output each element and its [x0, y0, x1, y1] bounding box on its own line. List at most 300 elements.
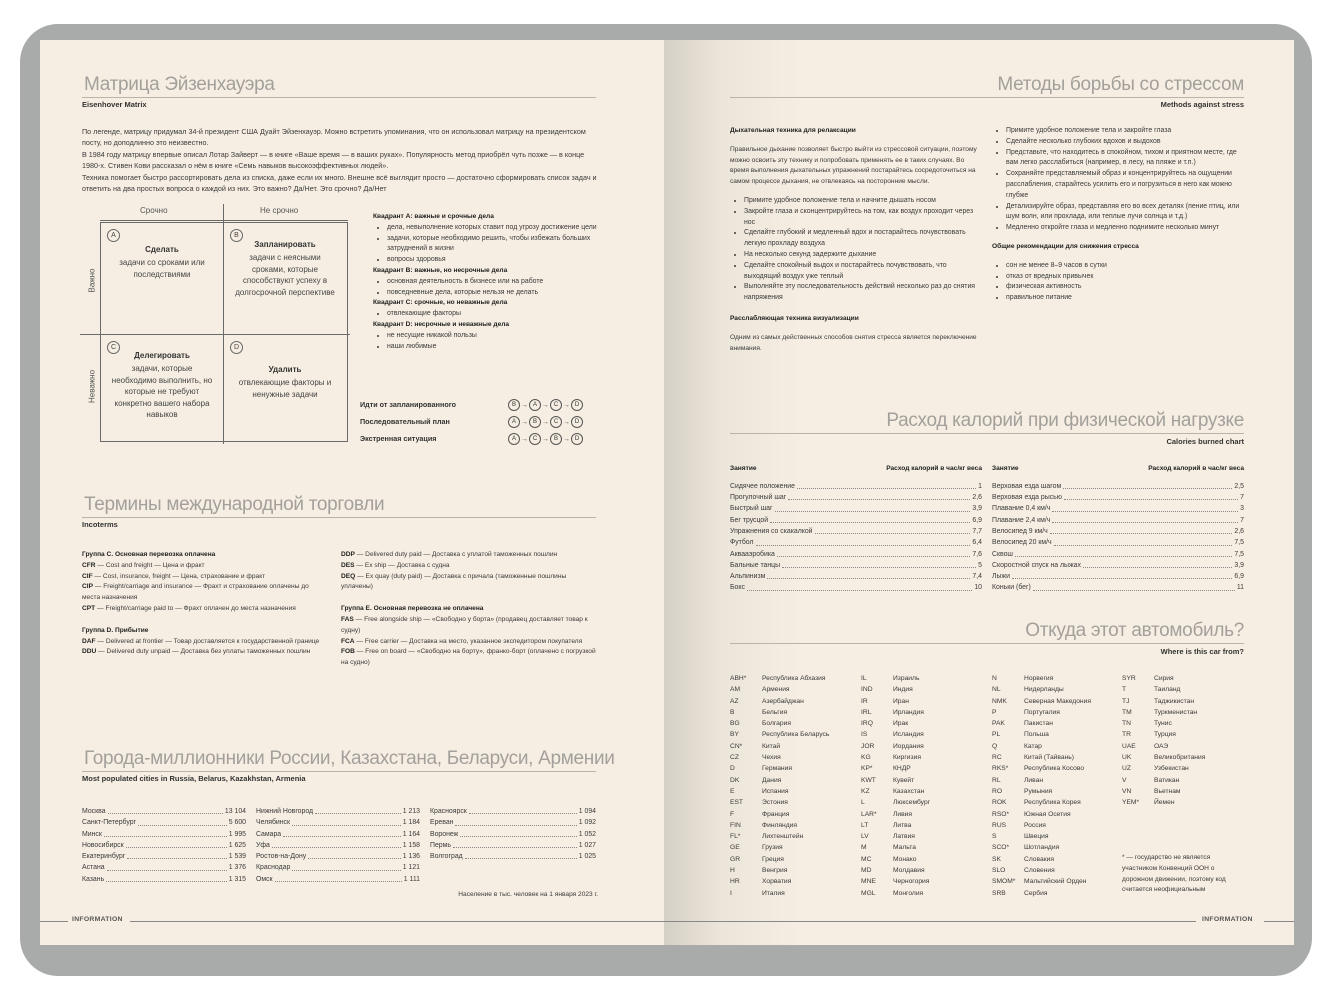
- matrix-top-line: [100, 220, 348, 221]
- car-code: PL: [992, 731, 1001, 739]
- car-code: NL: [992, 686, 1001, 694]
- car-code: S: [992, 833, 997, 841]
- breathing-section: [730, 126, 980, 354]
- car-code: SLO: [992, 867, 1006, 875]
- table-row: [730, 515, 982, 526]
- country-name: Иордания: [893, 742, 924, 750]
- city-population: 1 164: [402, 830, 420, 838]
- sequence-step: C: [550, 399, 562, 411]
- incoterm-desc: — Delivered at frontier — Товар доставляется к государственной границе: [95, 637, 320, 645]
- city-row: [256, 862, 420, 873]
- country-name: Эстония: [762, 799, 788, 807]
- activity-value: 7,4: [972, 573, 982, 581]
- car-code: UAE: [1122, 742, 1136, 750]
- car-code: CN*: [730, 742, 743, 750]
- sequence-step: B: [529, 416, 541, 428]
- incoterm-desc: — Cost, insurance, freight — Цена, страхование и фракт: [92, 572, 266, 580]
- city-row: [82, 840, 246, 851]
- activity-value: 3,9: [972, 505, 982, 513]
- country-name: Турция: [1154, 731, 1176, 739]
- city-population: 1 094: [578, 808, 596, 815]
- list-item: • правильное питание: [1006, 293, 1248, 304]
- activity-name: Плавание 0,4 км/ч: [992, 505, 1051, 513]
- country-name: Норвегия: [1024, 675, 1054, 682]
- car-code-row: [861, 684, 989, 695]
- quadrant-desc: задачи со сроками или последствиями: [119, 258, 205, 279]
- list-item: • Сохраняйте представляемый образ и концентрируйтесь на ощущении расслабления, старайтесь усилить его и погрузиться в него как можно глубже: [1006, 169, 1248, 201]
- arrow-right-icon: →: [563, 418, 570, 426]
- country-name: Черногория: [893, 878, 930, 886]
- arrow-right-icon: →: [563, 401, 570, 409]
- activity-value: 2,5: [1234, 482, 1244, 490]
- list-item: • повседневные дела, которые нельзя не делать: [387, 288, 599, 299]
- incoterm-desc: — Ex quay (duty paid) — Доставка с причала (таможенные пошлины уплачены): [341, 572, 567, 591]
- city-population: 1 213: [402, 808, 420, 815]
- table-row: [992, 582, 1244, 593]
- city-row: [256, 817, 420, 828]
- car-code: EST: [730, 799, 744, 807]
- activity-value: 10: [974, 584, 982, 592]
- country-name: Германия: [762, 765, 792, 773]
- stress-subtitle: Methods against stress: [1160, 100, 1244, 109]
- sequence-step: C: [529, 433, 541, 445]
- country-name: Ватикан: [1154, 776, 1180, 784]
- sequence-label: Последовательный план: [360, 417, 450, 426]
- city-name: Краснодар: [256, 864, 291, 872]
- car-code: F: [730, 810, 735, 818]
- table-row: [992, 492, 1244, 503]
- country-name: Киргизия: [893, 754, 921, 762]
- quadrant-letter: B: [230, 229, 243, 242]
- car-code-row: [861, 809, 989, 820]
- country-name: Республика Косово: [1024, 765, 1085, 773]
- city-name: Москва: [82, 808, 106, 815]
- country-name: Йемен: [1154, 799, 1175, 807]
- incoterm-desc: — Free alongside ship — «Свободно у борта» (продавец доставляет товар к судну): [341, 615, 588, 634]
- table-row: [730, 571, 982, 582]
- sequence-step: D: [571, 416, 583, 428]
- quadrant-title: Запланировать: [254, 240, 316, 249]
- city-population: 1 184: [402, 819, 420, 827]
- car-code: MGL: [861, 889, 876, 897]
- visualization-section: [992, 126, 1248, 304]
- car-code-row: [730, 775, 858, 786]
- car-code: BY: [730, 731, 739, 739]
- sequence-step: C: [550, 416, 562, 428]
- car-code-row: [730, 673, 858, 684]
- stress-title: Методы борьбы со стрессом: [997, 74, 1244, 95]
- car-code: L: [861, 799, 865, 807]
- country-name: Мальта: [893, 844, 916, 852]
- country-name: Литва: [893, 821, 912, 829]
- country-name: Венгрия: [762, 867, 788, 875]
- country-name: Греция: [762, 855, 784, 863]
- country-name: Россия: [1024, 821, 1046, 829]
- activity-name: Аквааэробика: [730, 550, 775, 558]
- incoterm-item: [341, 637, 597, 648]
- city-population: 1 315: [228, 875, 246, 883]
- activity-name: Бокс: [730, 584, 745, 592]
- city-name: Уфа: [256, 841, 270, 849]
- intro-paragraph: В 1984 году матрицу впервые описал Лотар Зайверт — в книге «Ваше время — в ваших руках». Популярность метод приобрёл чуть позже — в конце 1980-х. Стивен Кови рассказал о нём в книге «Семь навыков высокоэффективных людей».: [82, 149, 585, 171]
- country-name: Южная Осетия: [1024, 810, 1071, 818]
- activity-value: 1: [978, 482, 982, 490]
- car-code: HR: [730, 878, 740, 886]
- country-name: КНДР: [893, 765, 911, 773]
- incoterm-item: [341, 550, 597, 561]
- cars-title: Откуда этот автомобиль?: [1025, 620, 1244, 641]
- incoterm-item: [82, 647, 328, 658]
- car-code: YEM*: [1122, 799, 1140, 807]
- car-code: I: [730, 889, 732, 897]
- section-heading: Расслабляющая техника визуализации: [730, 314, 859, 322]
- table-header: [992, 464, 1244, 475]
- country-name: Монако: [893, 855, 917, 863]
- car-code-row: [992, 684, 1122, 695]
- table-row: [992, 481, 1244, 492]
- country-name: Сербия: [1024, 889, 1048, 897]
- table-row: [730, 481, 982, 492]
- city-population: 1 121: [402, 864, 420, 872]
- activity-name: Упражнения со скакалкой: [730, 527, 813, 535]
- section-text: Правильное дыхание позволяет быстро выйти из стрессовой ситуации, поэтому можно освоить эту технику и попробовать применять ее в таких случаях. Во время выполнения дыхательных упражнений постарайтесь сосредоточиться на самом процессе дыхания, не отвлекаясь на посторонние мысли.: [730, 145, 977, 186]
- incoterm-code: CIF: [82, 572, 93, 580]
- car-code-row: [861, 797, 989, 808]
- car-code: UK: [1122, 754, 1132, 762]
- country-name: Франция: [762, 810, 790, 818]
- city-population: 1 625: [228, 841, 246, 849]
- incoterm-item: [341, 572, 597, 594]
- car-code: MD: [861, 867, 872, 875]
- car-code: IS: [861, 731, 868, 739]
- car-code-row: [730, 729, 858, 740]
- car-code-row: [1122, 696, 1246, 707]
- list-item: • Сделайте глубокий и медленный вдох и постарайтесь почувствовать легкую прохладу воздуха: [744, 228, 980, 250]
- car-code: TJ: [1122, 697, 1130, 705]
- cities-column: [256, 806, 420, 885]
- car-code-row: [861, 729, 989, 740]
- activity-value: 6,9: [1234, 573, 1244, 581]
- incoterm-item: [82, 604, 328, 615]
- country-name: Северная Македония: [1024, 697, 1091, 705]
- list-item: • вопросы здоровья: [387, 255, 599, 266]
- car-code: MC: [861, 855, 872, 863]
- car-code-row: [992, 809, 1122, 820]
- table-header: [730, 464, 982, 475]
- list-item: • отвлекающие факторы: [387, 309, 599, 320]
- sequence-chain: [508, 433, 583, 445]
- spacer: [82, 615, 328, 626]
- country-name: Нидерланды: [1024, 686, 1064, 694]
- car-code-row: [992, 876, 1122, 887]
- car-code-row: [861, 741, 989, 752]
- activity-value: 7,7: [972, 527, 982, 535]
- divider: [40, 921, 68, 922]
- country-name: Финляндия: [762, 821, 797, 829]
- cities-title: Города-миллионники России, Казахстана, Беларуси, Армении: [84, 748, 615, 769]
- country-name: Ирландия: [893, 708, 924, 716]
- list-item: • Сделайте несколько глубоких вдохов и выдохов: [1006, 137, 1248, 148]
- divider: [82, 517, 596, 518]
- country-name: Исландия: [893, 731, 924, 739]
- table-row: [992, 571, 1244, 582]
- city-population: 1 158: [402, 841, 420, 849]
- incoterms-title: Термины международной торговли: [84, 494, 385, 515]
- country-name: Болгария: [762, 720, 791, 728]
- activity-name: Бег трусцой: [730, 516, 769, 524]
- cars-note: * — государство не является участником Конвенций ООН о дорожном движении, поэтому код считается неофициальным: [1122, 854, 1226, 894]
- city-population: 13 104: [224, 808, 246, 815]
- quadrant-b: [224, 223, 346, 331]
- activity-value: 2,6: [1234, 527, 1244, 535]
- car-code: AZ: [730, 697, 739, 705]
- divider: [730, 433, 1244, 434]
- column-header: Занятие: [730, 465, 757, 472]
- car-code: KP*: [861, 765, 873, 773]
- arrow-right-icon: →: [521, 401, 528, 409]
- car-code: E: [730, 787, 735, 795]
- table-row: [992, 526, 1244, 537]
- country-name: Бельгия: [762, 708, 788, 716]
- city-name: Санкт-Петербург: [82, 819, 137, 827]
- axis-important: Важно: [87, 268, 97, 293]
- incoterm-code: CFR: [82, 561, 96, 569]
- intro-paragraph: По легенде, матрицу придумал 34-й президент США Дуайт Эйзенхауэр. Можно встретить упоминания, что он использовал матрицу на президентском посту, но доподлинно это неизвестно.: [82, 127, 586, 148]
- country-name: Китай (Тайвань): [1024, 754, 1074, 762]
- incoterm-item: [341, 561, 597, 572]
- city-name: Новосибирск: [82, 841, 124, 849]
- car-code: H: [730, 867, 735, 875]
- table-row: [730, 560, 982, 571]
- legend-title: Квадрант C: срочные, но неважные дела: [373, 299, 508, 307]
- legend-title: Квадрант B: важные, но несрочные дела: [373, 266, 508, 274]
- arrow-right-icon: →: [542, 435, 549, 443]
- car-code-row: [861, 696, 989, 707]
- car-code-row: [992, 842, 1122, 853]
- car-code: SCO*: [992, 844, 1010, 852]
- country-name: Вьетнам: [1154, 787, 1181, 795]
- activity-name: Велосипед 9 км/ч: [992, 527, 1048, 535]
- divider: [664, 921, 1196, 922]
- incoterm-code: FAS: [341, 615, 354, 623]
- incoterms-group: Группа С. Основная перевозка оплачена: [82, 551, 216, 558]
- car-code-row: [861, 673, 989, 684]
- car-code: JOR: [861, 742, 875, 750]
- incoterm-code: DEQ: [341, 572, 356, 580]
- car-code: SRB: [992, 889, 1006, 897]
- country-name: Республика Беларусь: [762, 731, 830, 739]
- table-row: [730, 503, 982, 514]
- incoterm-desc: — Freight/carriage paid to — Фрахт оплачен до места назначения: [95, 604, 296, 612]
- car-code: IND: [861, 686, 873, 694]
- car-codes-column: [1122, 673, 1246, 809]
- car-code-row: [992, 729, 1122, 740]
- car-code-row: [1122, 718, 1246, 729]
- quadrant-desc: задачи с неясными сроками, которые способствуют успеху в долгосрочной перспективе: [235, 253, 335, 297]
- car-code: D: [730, 765, 735, 773]
- car-code-row: [730, 786, 858, 797]
- city-population: 1 376: [228, 864, 246, 872]
- city-row: [256, 829, 420, 840]
- country-name: Польша: [1024, 731, 1049, 739]
- activity-value: 7,5: [1234, 550, 1244, 558]
- activity-name: Верховая езда шагом: [992, 482, 1062, 490]
- activity-value: 7,6: [972, 550, 982, 558]
- axis-not-important: Неважно: [87, 369, 97, 404]
- car-code-row: [1122, 741, 1246, 752]
- country-name: Тунис: [1154, 720, 1172, 728]
- country-name: Грузия: [762, 844, 783, 852]
- car-code-row: [730, 797, 858, 808]
- incoterm-code: CPT: [82, 604, 96, 612]
- incoterm-item: [341, 647, 597, 669]
- car-code: TN: [1122, 720, 1131, 728]
- country-name: Катар: [1024, 742, 1042, 750]
- car-code-row: [730, 831, 858, 842]
- city-name: Волгоград: [430, 853, 463, 861]
- city-population: 1 092: [578, 819, 596, 827]
- activity-value: 7,5: [1234, 539, 1244, 547]
- quadrant-title: Удалить: [268, 365, 302, 374]
- country-name: Республика Корея: [1024, 799, 1081, 807]
- activity-name: Велосипед 20 км/ч: [992, 539, 1052, 547]
- sequence-step: D: [571, 433, 583, 445]
- car-code-row: [730, 888, 858, 899]
- car-code-row: [992, 718, 1122, 729]
- right-page: [664, 40, 1294, 945]
- country-name: Великобритания: [1154, 754, 1206, 762]
- car-code: IRQ: [861, 720, 873, 728]
- car-code: NMK: [992, 697, 1007, 705]
- eisenhower-intro: [82, 126, 598, 194]
- column-header: Расход калорий в час/кг веса: [1148, 465, 1244, 472]
- list-item: • не несущие никакой пользы: [387, 331, 599, 342]
- car-code: ROK: [992, 799, 1007, 807]
- table-row: [730, 492, 982, 503]
- car-code-row: [861, 876, 989, 887]
- cities-note: Население в тыс. человек на 1 января 2023 г.: [458, 891, 598, 898]
- eisenhower-subtitle: Eisenhover Matrix: [82, 100, 147, 109]
- car-code: TM: [1122, 708, 1132, 716]
- country-name: Израиль: [893, 675, 920, 682]
- car-code: GE: [730, 844, 740, 852]
- city-name: Казань: [82, 875, 105, 883]
- country-name: Испания: [762, 787, 789, 795]
- country-name: Таиланд: [1154, 686, 1181, 694]
- country-name: Армения: [762, 686, 790, 694]
- car-code: IL: [861, 675, 867, 682]
- city-population: 1 027: [578, 841, 596, 849]
- incoterm-desc: — Delivered duty unpaid — Доставка без уплаты таможенных пошлин: [96, 648, 311, 656]
- car-code-row: [992, 865, 1122, 876]
- car-code-row: [861, 707, 989, 718]
- country-name: Италия: [762, 889, 785, 897]
- car-code: RKS*: [992, 765, 1009, 773]
- car-code-row: [730, 741, 858, 752]
- list-item: • Сделайте спокойный выдох и постарайтесь почувствовать, что выходящий воздух уже теплый: [744, 261, 980, 283]
- car-code-row: [1122, 786, 1246, 797]
- sequence-step: B: [508, 399, 520, 411]
- city-population: 1 052: [578, 830, 596, 838]
- car-code: DK: [730, 776, 740, 784]
- list-item: • Детализируйте образ, представляя его во всех деталях (пение птиц, или шум волн, или прохлада, или теплые лучи солнца и т.д.): [1006, 202, 1248, 224]
- city-name: Самара: [256, 830, 282, 838]
- car-code-row: [861, 865, 989, 876]
- divider: [130, 921, 664, 922]
- table-row: [992, 537, 1244, 548]
- country-name: Туркменистан: [1154, 708, 1198, 716]
- car-code: SMOM*: [992, 878, 1016, 886]
- section-heading: Общие рекомендации для снижения стресса: [992, 242, 1139, 250]
- city-name: Воронеж: [430, 830, 459, 838]
- car-code: MNE: [861, 878, 876, 886]
- car-code-row: [861, 831, 989, 842]
- car-code-row: [992, 888, 1122, 899]
- city-name: Пермь: [430, 841, 451, 849]
- country-name: Чехия: [762, 754, 781, 762]
- quadrant-desc: задачи, которые необходимо выполнить, но которые не требуют конкретно вашего набора навыков: [111, 364, 213, 419]
- car-code: RO: [992, 787, 1003, 795]
- incoterm-desc: — Ex ship — Доставка с судна: [354, 561, 450, 569]
- country-name: Люксембург: [893, 799, 931, 807]
- city-row: [430, 829, 596, 840]
- car-codes-column: [730, 673, 858, 899]
- arrow-right-icon: →: [563, 435, 570, 443]
- car-code-row: [861, 888, 989, 899]
- table-row: [992, 503, 1244, 514]
- list-item: • физическая активность: [1006, 282, 1248, 293]
- city-row: [430, 806, 596, 817]
- sequence-chain: [508, 399, 583, 411]
- city-name: Нижний Новгород: [256, 808, 314, 815]
- car-code: P: [992, 708, 997, 716]
- cities-column: [430, 806, 596, 862]
- car-code: TR: [1122, 731, 1131, 739]
- car-code: IRL: [861, 708, 872, 716]
- city-row: [430, 817, 596, 828]
- incoterm-item: [82, 572, 328, 583]
- car-code: BG: [730, 720, 740, 728]
- cities-subtitle: Most populated cities in Russia, Belarus, Kazakhstan, Armenia: [82, 774, 306, 783]
- activity-name: Плавание 2,4 км/ч: [992, 516, 1051, 524]
- incoterm-code: DAF: [82, 637, 96, 645]
- car-code: T: [1122, 686, 1127, 694]
- country-name: Республика Абхазия: [762, 675, 826, 682]
- car-code-row: [861, 786, 989, 797]
- car-code-row: [992, 696, 1122, 707]
- incoterm-item: [82, 561, 328, 572]
- activity-name: Альпинизм: [730, 573, 766, 581]
- footer-label: INFORMATION: [1202, 916, 1253, 923]
- incoterm-code: DDP: [341, 551, 355, 558]
- quadrant-letter: A: [107, 229, 120, 242]
- divider: [1264, 921, 1294, 922]
- activity-value: 5: [978, 561, 982, 569]
- sequence-row: [360, 417, 600, 431]
- quadrant-letter: D: [230, 341, 243, 354]
- sequence-step: A: [529, 399, 541, 411]
- list-item: • Закройте глаза и сконцентрируйтесь на том, как воздух проходит через нос: [744, 207, 980, 229]
- sequence-label: Экстренная ситуация: [360, 434, 437, 443]
- incoterm-desc: — Delivered duty paid — Доставка с уплатой таможенных пошлин: [354, 551, 558, 558]
- activity-name: Прогулочный шаг: [730, 494, 787, 502]
- car-code-row: [861, 718, 989, 729]
- car-code-row: [992, 707, 1122, 718]
- car-code-row: [992, 752, 1122, 763]
- section-heading: Дыхательная техника для релаксации: [730, 127, 856, 134]
- activity-name: Коньки (бег): [992, 584, 1031, 592]
- incoterm-desc: — Freight/carriage and insurance — Фрахт и страхование оплачены до места назначения: [82, 583, 309, 602]
